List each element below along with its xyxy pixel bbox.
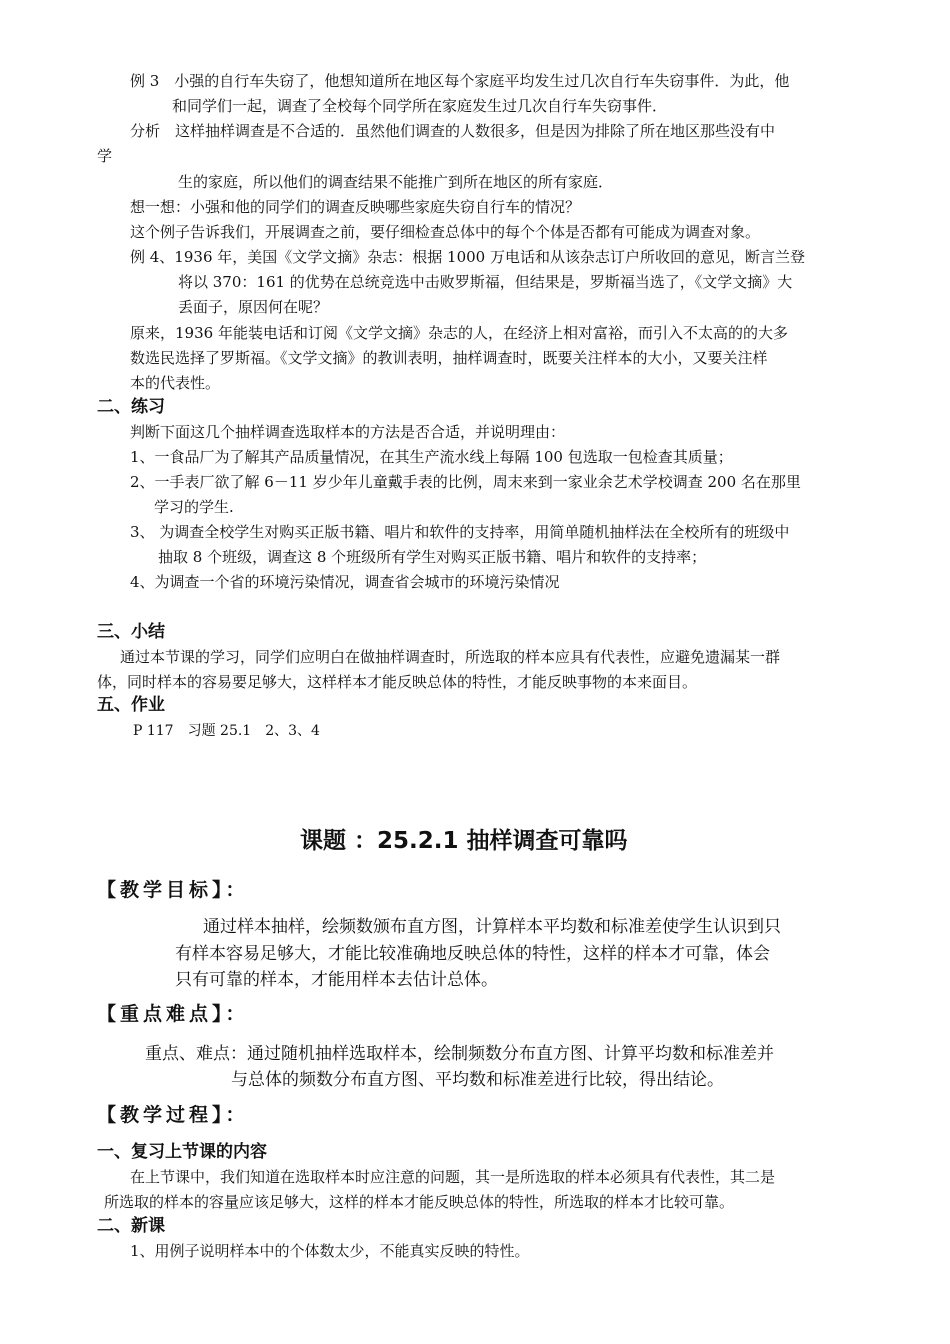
practice-item-2b: 学习的学生. — [154, 498, 234, 516]
example4-explanation-line3: 本的代表性。 — [130, 374, 221, 392]
summary-line2: 体，同时样本的容易要足够大，这样样本才能反映总体的特性，才能反映事物的本来面目。 — [97, 673, 698, 691]
key-points-line1: 重点、难点：通过随机抽样选取样本，绘制频数分布直方图、计算平均数和标准差并 — [145, 1044, 774, 1064]
example4-line2: 将以 370：161 的优势在总统竞选中击败罗斯福，但结果是，罗斯福当选了，《文学文摘》大 — [178, 273, 793, 291]
example3-lesson: 这个例子告诉我们，开展调查之前，要仔细检查总体中的每个个体是否都有可能成为调查对象。 — [130, 223, 761, 241]
teaching-goal-heading: 【教学目标】： — [97, 879, 249, 901]
teaching-goal-line2: 有样本容易足够大，才能比较准确地反映总体的特性，这样的样本才可靠，体会 — [175, 944, 770, 964]
example3-line2: 和同学们一起，调查了全校每个同学所在家庭发生过几次自行车失窃事件． — [172, 97, 668, 115]
practice-item-3a: 3、 为调查全校学生对购买正版书籍、唱片和软件的支持率，用简单随机抽样法在全校所有的班级中 — [130, 523, 790, 541]
practice-item-2a: 2、一手表厂欲了解 6－11 岁少年儿童戴手表的比例，周末来到一家业余艺术学校调查 200 名在那里 — [130, 473, 801, 491]
analysis-line1: 分析 这样抽样调查是不合适的．虽然他们调查的人数很多，但是因为排除了所在地区那些没有中 — [130, 122, 776, 140]
new-lesson-heading: 二、新课 — [97, 1216, 165, 1236]
example4-line1: 例 4、1936 年，美国《文学文摘》杂志：根据 1000 万电话和从该杂志订户所收回的意见，断言兰登 — [130, 248, 805, 266]
practice-heading: 二、练习 — [97, 397, 165, 417]
key-points-heading: 【重点难点】： — [97, 1003, 249, 1025]
summary-heading: 三、小结 — [97, 622, 165, 642]
analysis-line3: 生的家庭，所以他们的调查结果不能推广到所在地区的所有家庭． — [178, 173, 614, 191]
review-line2: 所选取的样本的容量应该足够大，这样的样本才能反映总体的特性，所选取的样本才比较可靠。 — [104, 1193, 735, 1211]
practice-item-1: 1、一食品厂为了解其产品质量情况，在其生产流水线上每隔 100 包选取一包检查其质量； — [130, 448, 733, 466]
new-lesson-item-1: 1、用例子说明样本中的个体数太少，不能真实反映的特性。 — [130, 1242, 530, 1260]
practice-intro: 判断下面这几个抽样调查选取样本的方法是否合适，并说明理由： — [130, 423, 566, 441]
summary-line1: 通过本节课的学习，同学们应明白在做抽样调查时，所选取的样本应具有代表性，应避免遗漏某一群 — [120, 648, 781, 666]
example4-line3: 丢面子，原因何在呢？ — [178, 298, 329, 316]
review-heading: 一、复习上节课的内容 — [97, 1142, 267, 1162]
practice-item-3b: 抽取 8 个班级，调查这 8 个班级所有学生对购买正版书籍、唱片和软件的支持率； — [158, 548, 707, 566]
think-question: 想一想：小强和他的同学们的调查反映哪些家庭失窃自行车的情况？ — [130, 198, 581, 216]
homework-text: P 117 习题 25.1 2、3、4 — [133, 723, 320, 739]
review-line1: 在上节课中，我们知道在选取样本时应注意的问题，其一是所选取的样本必须具有代表性，其二是 — [130, 1168, 776, 1186]
teaching-goal-line3: 只有可靠的样本，才能用样本去估计总体。 — [175, 970, 498, 990]
example4-explanation-line1: 原来，1936 年能装电话和订阅《文学文摘》杂志的人，在经济上相对富裕，而引入不太高的的大多 — [130, 324, 788, 342]
practice-item-4: 4、为调查一个省的环境污染情况，调查省会城市的环境污染情况 — [130, 573, 560, 591]
lesson-title: 课题 ：25.2.1 抽样调查可靠吗 — [300, 828, 628, 854]
example4-explanation-line2: 数选民选择了罗斯福。《文学文摘》的教训表明，抽样调查时，既要关注样本的大小，又要关注样 — [130, 349, 768, 367]
teaching-goal-line1: 通过样本抽样，绘频数颁布直方图，计算样本平均数和标准差使学生认识到只 — [203, 917, 781, 937]
key-points-line2: 与总体的频数分布直方图、平均数和标准差进行比较，得出结论。 — [231, 1070, 724, 1090]
analysis-line2: 学 — [97, 147, 113, 165]
homework-heading: 五、作业 — [97, 695, 165, 715]
teaching-process-heading: 【教学过程】： — [97, 1104, 249, 1126]
example3-line1: 例 3 小强的自行车失窃了，他想知道所在地区每个家庭平均发生过几次自行车失窃事件．为此，他 — [130, 72, 790, 90]
